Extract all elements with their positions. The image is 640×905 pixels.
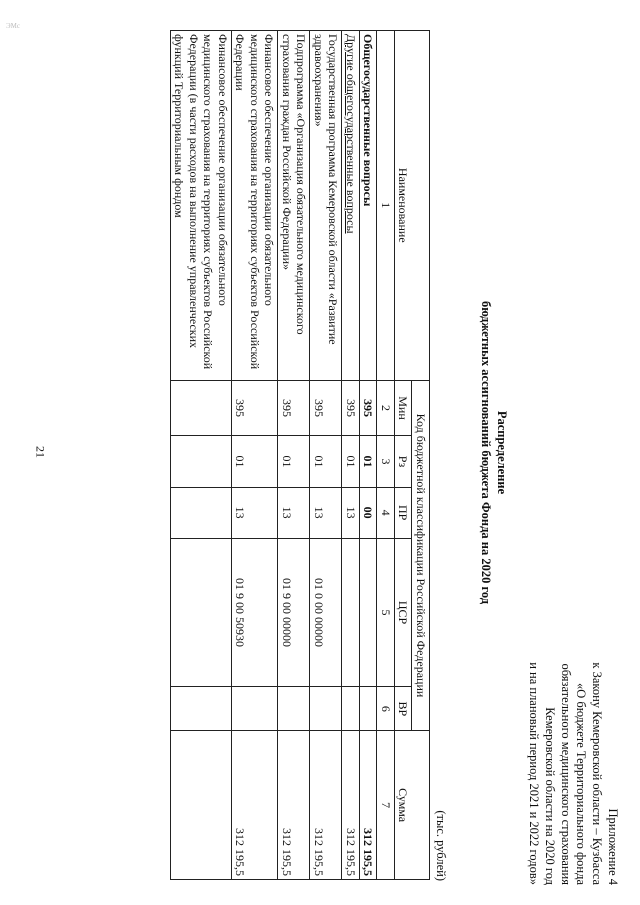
row-min [171,380,232,436]
row-min: 395 [278,380,310,436]
row-csr: 01 9 00 50930 [232,538,279,687]
row-pr: 13 [278,487,310,538]
row-vr [171,687,232,731]
header-rz: Рз [395,436,413,487]
row-pr: 13 [310,487,342,538]
row-name: Финансовое обеспечение организации обязательного медицинского страхования на территориях субъектов Российской Федерации [232,31,279,381]
header-csr: ЦСР [395,538,413,687]
header-vr: ВР [395,687,413,731]
row-sum: 312 195,5 [360,731,378,880]
row-min: 395 [310,380,342,436]
row-min: 395 [342,380,360,436]
row-name: Государственная программа Кемеровской области «Развитие здравоохранения» [310,31,342,381]
appendix-line: Кемеровской области на 2020 год [542,707,557,885]
row-csr [342,538,360,687]
table-row [342,31,360,880]
row-sum: 312 195,5 [278,731,310,880]
column-numbers-row [377,31,395,880]
row-rz: 01 [310,436,342,487]
row-rz: 01 [342,436,360,487]
header-name: Наименование [395,31,430,381]
row-csr: 01 0 00 00000 [310,538,342,687]
appendix-line: к Закону Кемеровской области – Кузбасса [590,662,605,885]
appendix-block [525,585,620,885]
row-sum: 312 195,5 [232,731,279,880]
row-name: Подпрограмма «Организация обязательного медицинского страхования граждан Российской Федерации» [278,31,310,381]
row-pr [171,487,232,538]
units-label: (тыс. рублей) [434,810,448,881]
row-vr [342,687,360,731]
document-heading [478,0,510,905]
row-rz: 01 [232,436,279,487]
row-pr: 13 [342,487,360,538]
row-sum [171,731,232,880]
row-pr: 00 [360,487,378,538]
row-rz: 01 [278,436,310,487]
row-rz: 01 [360,436,378,487]
col-number: 1 [377,31,395,381]
header-sum: Сумма [395,731,430,880]
header-min: Мин [395,380,413,436]
row-name: Общегосударственные вопросы [360,31,378,381]
appendix-line: и на плановый период 2021 и 2022 годов» [527,662,542,885]
row-rz [171,436,232,487]
col-number: 5 [377,538,395,687]
heading-line-1: Распределение [495,410,509,495]
row-vr [278,687,310,731]
row-vr [310,687,342,731]
header-pr: ПР [395,487,413,538]
row-min: 395 [360,380,378,436]
scan-mark: ЭМс [6,22,20,30]
row-csr [360,538,378,687]
appendix-line: Приложение 4 [606,808,620,885]
row-pr: 13 [232,487,279,538]
row-min: 395 [232,380,279,436]
row-vr [360,687,378,731]
row-name: Финансовое обеспечение организации обязательного медицинского страхования на территориях субъектов Российской Федерации (в части расходов на выполнение управленческих функций Территориальным фондом [171,31,232,381]
page-number: 21 [33,446,48,458]
table-row [278,31,310,880]
col-number: 2 [377,380,395,436]
budget-table [170,30,430,880]
table-row [310,31,342,880]
heading-line-2: бюджетных ассигнований бюджета Фонда на 2020 год [479,300,493,605]
row-csr: 01 9 00 00000 [278,538,310,687]
row-name: Другие общегосударственные вопросы [342,31,360,381]
appendix-line: «О бюджете Территориального фонда [574,682,589,885]
table-row [232,31,279,880]
row-vr [232,687,279,731]
row-sum: 312 195,5 [310,731,342,880]
col-number: 6 [377,687,395,731]
row-sum: 312 195,5 [342,731,360,880]
header-code-group: Код бюджетной классификации Российской Федерации [412,380,430,731]
appendix-line: обязательного медицинского страхования [558,663,573,885]
table-row [360,31,378,880]
col-number: 7 [377,731,395,880]
col-number: 4 [377,487,395,538]
col-number: 3 [377,436,395,487]
table-row [171,31,232,880]
row-csr [171,538,232,687]
